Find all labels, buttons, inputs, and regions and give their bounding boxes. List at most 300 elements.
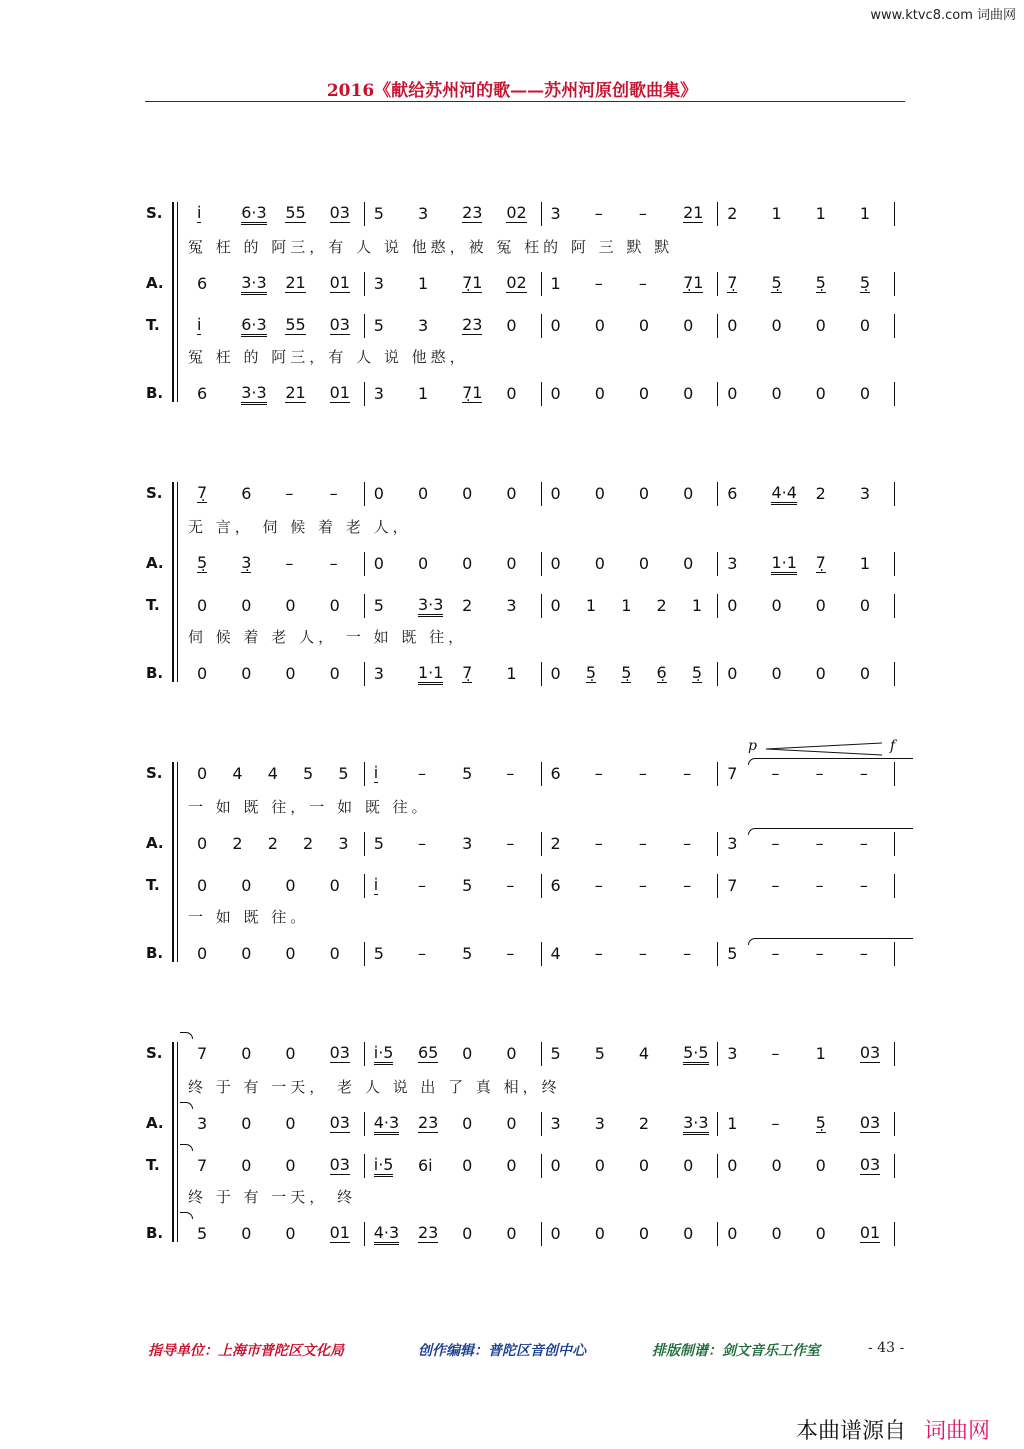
bar-line xyxy=(541,762,542,786)
bar-line xyxy=(894,1222,895,1246)
note-token: 0 xyxy=(727,1224,738,1243)
note-token: 03 xyxy=(329,315,350,334)
bar-line xyxy=(541,202,542,226)
note-token: 5 xyxy=(550,1044,561,1063)
note-token: – xyxy=(771,1114,780,1133)
note-token: 6̣ xyxy=(656,663,667,682)
note-token: 4 xyxy=(638,1044,650,1063)
note-token: 1 xyxy=(417,384,429,403)
note-token: 01 xyxy=(329,383,350,402)
note-token: 0 xyxy=(815,1156,826,1175)
dynamic-piano: p xyxy=(748,738,757,754)
note-token: 5̣ xyxy=(771,273,782,292)
voice-label: A. xyxy=(146,274,164,292)
note-token: 0 xyxy=(506,1114,517,1133)
note-token: 5 xyxy=(594,1044,605,1063)
lyric-row xyxy=(140,512,920,542)
lyric-text: 伺 候 着 老 人， 一 如 既 往， xyxy=(188,628,468,646)
note-token: 5̣ xyxy=(621,663,632,682)
note-token: 0 xyxy=(815,384,826,403)
note-token: 0 xyxy=(638,384,650,403)
note-token: 3 xyxy=(417,316,429,335)
note-token: – xyxy=(683,944,692,963)
crescendo-hairpin xyxy=(764,742,884,756)
note-token: 7 xyxy=(727,764,738,783)
voice-row xyxy=(140,380,920,410)
note-token: 0 xyxy=(197,764,208,783)
note-token: – xyxy=(638,764,647,783)
note-token: 0 xyxy=(550,596,561,615)
bar-line xyxy=(541,382,542,406)
note-token: – xyxy=(683,764,692,783)
voice-label: T. xyxy=(146,876,160,894)
footer-compose: 创作编辑：普陀区音创中心 xyxy=(418,1343,586,1359)
bar-line xyxy=(717,202,718,226)
note-token: 5 xyxy=(373,316,384,335)
note-token: – xyxy=(859,876,868,895)
note-token: – xyxy=(638,944,647,963)
note-token: – xyxy=(859,764,868,783)
note-token: 5 xyxy=(303,764,314,783)
note-token: 0 xyxy=(329,944,340,963)
voice-label: T. xyxy=(146,316,160,334)
bar-line xyxy=(541,272,542,296)
bar-line xyxy=(541,482,542,506)
note-token: 0 xyxy=(550,316,561,335)
bar-line xyxy=(364,942,365,966)
note-token: 0 xyxy=(683,316,694,335)
note-token: 5̣ xyxy=(815,273,826,292)
note-token: 0 xyxy=(506,316,517,335)
note-token: 5̣ xyxy=(585,663,597,682)
note-token: 5̣ xyxy=(197,553,208,572)
note-token: 02 xyxy=(506,203,527,222)
note-token: 03 xyxy=(859,1043,881,1062)
note-token: 0 xyxy=(594,554,605,573)
note-token: 4·3 xyxy=(374,1114,399,1135)
note-token: 0 xyxy=(329,876,340,895)
lyric-row xyxy=(140,232,920,262)
note-token: 0 xyxy=(859,596,870,615)
note-token: – xyxy=(594,764,603,783)
note-token: 0 xyxy=(550,1224,561,1243)
note-token: – xyxy=(771,1044,780,1063)
note-token: 65 xyxy=(417,1043,439,1062)
voice-row xyxy=(140,480,920,510)
voice-label: S. xyxy=(146,484,163,502)
note-token: 0 xyxy=(550,484,561,503)
note-token: 7̣ xyxy=(197,483,208,502)
note-token: 5 xyxy=(373,944,384,963)
bar-line xyxy=(717,874,718,898)
tie-arc xyxy=(748,828,913,835)
bar-line xyxy=(364,314,365,338)
bar-line xyxy=(541,1112,542,1136)
note-token: 0 xyxy=(771,596,782,615)
note-token: 4·3 xyxy=(374,1224,399,1245)
note-token: 5·5 xyxy=(683,1044,708,1065)
voice-label: B. xyxy=(146,944,164,962)
bottom-watermark xyxy=(796,1414,990,1445)
voice-label: A. xyxy=(146,1114,164,1132)
bar-line xyxy=(541,552,542,576)
note-token: 0 xyxy=(462,1114,473,1133)
note-token: 7̣ xyxy=(815,553,826,572)
bar-line xyxy=(717,272,718,296)
note-token: 1 xyxy=(417,274,429,293)
note-token: 7̣1 xyxy=(462,383,483,402)
note-token: – xyxy=(417,944,426,963)
note-token: 0 xyxy=(594,316,605,335)
note-token: – xyxy=(638,274,647,293)
note-token: 3 xyxy=(859,484,870,503)
note-token: 2 xyxy=(727,204,738,223)
bar-line xyxy=(894,832,895,856)
bar-line xyxy=(541,874,542,898)
voice-row xyxy=(140,270,920,300)
note-token: 5 xyxy=(727,944,738,963)
note-token: 3·3 xyxy=(418,596,443,617)
note-token: – xyxy=(594,944,603,963)
note-token: 5 xyxy=(338,764,349,783)
note-token: 0 xyxy=(859,664,870,683)
lyric-text: 冤 枉 的 阿三，有 人 说 他憨，被 冤 枉的 阿 三 默 默 xyxy=(188,238,674,256)
note-token: 0 xyxy=(727,316,738,335)
bar-line xyxy=(717,832,718,856)
note-token: – xyxy=(285,484,294,503)
note-token: 0 xyxy=(285,664,296,683)
bar-line xyxy=(717,594,718,618)
note-token: 1 xyxy=(859,554,870,573)
note-token: 0 xyxy=(197,944,208,963)
bar-line xyxy=(894,272,895,296)
note-token: 6 xyxy=(550,876,561,895)
note-token: 55 xyxy=(285,203,306,222)
note-token: i̇ xyxy=(197,203,202,222)
note-token: 0 xyxy=(285,876,296,895)
note-token: 21 xyxy=(285,383,306,402)
note-token: 3 xyxy=(373,664,384,683)
note-token: 0 xyxy=(727,384,738,403)
note-token: 0 xyxy=(506,484,517,503)
note-token: 0 xyxy=(771,664,782,683)
note-token: 3 xyxy=(727,834,738,853)
note-token: 0 xyxy=(771,384,782,403)
note-token: 0 xyxy=(506,554,517,573)
note-token: 0 xyxy=(285,1224,296,1243)
bar-line xyxy=(717,762,718,786)
note-token: – xyxy=(329,554,338,573)
note-token: 03 xyxy=(859,1113,881,1132)
lyric-row xyxy=(140,622,920,652)
note-token: – xyxy=(815,764,824,783)
note-token: 6 xyxy=(727,484,738,503)
note-token: 3·3 xyxy=(683,1114,708,1135)
note-token: 0 xyxy=(638,484,650,503)
note-token: 6 xyxy=(197,274,208,293)
note-token: 0 xyxy=(285,1044,296,1063)
note-token: 03 xyxy=(329,1113,350,1132)
note-token: – xyxy=(285,554,294,573)
note-token: 5 xyxy=(462,944,473,963)
bar-line xyxy=(541,314,542,338)
note-token: – xyxy=(506,944,515,963)
note-token: – xyxy=(417,764,426,783)
note-token: 6·3 xyxy=(241,316,266,337)
bar-line xyxy=(894,202,895,226)
bar-line xyxy=(894,482,895,506)
voice-label: S. xyxy=(146,764,163,782)
note-token: 0 xyxy=(506,1224,517,1243)
lyric-row xyxy=(140,792,920,822)
voice-row xyxy=(140,1220,920,1250)
note-token: 5 xyxy=(462,876,473,895)
page-number: - 43 - xyxy=(868,1340,905,1356)
voice-row xyxy=(140,550,920,580)
bar-line xyxy=(364,382,365,406)
watermark-source-text: 本曲谱源自 xyxy=(796,1419,907,1444)
note-token: 4 xyxy=(267,764,278,783)
note-token: 1 xyxy=(621,596,632,615)
note-token: 03 xyxy=(329,1155,350,1174)
voice-row xyxy=(140,660,920,690)
bar-line xyxy=(364,202,365,226)
bar-line xyxy=(364,662,365,686)
note-token: 6·3 xyxy=(241,204,266,225)
note-token: 2 xyxy=(303,834,314,853)
note-token: 6 xyxy=(197,384,208,403)
note-token: 0 xyxy=(241,1114,252,1133)
bar-line xyxy=(717,1222,718,1246)
bar-line xyxy=(894,594,895,618)
note-token: 02 xyxy=(506,273,527,292)
bar-line xyxy=(717,552,718,576)
bar-line xyxy=(541,832,542,856)
note-token: 0 xyxy=(683,1156,694,1175)
note-token: 0 xyxy=(241,596,252,615)
note-token: 1 xyxy=(691,596,703,615)
voice-row xyxy=(140,1040,920,1070)
note-token: 5̣ xyxy=(815,1113,826,1132)
bar-line xyxy=(894,1112,895,1136)
note-token: – xyxy=(594,834,603,853)
note-token: 01 xyxy=(859,1223,881,1242)
note-token: 1 xyxy=(815,1044,826,1063)
note-token: 1·1 xyxy=(418,664,443,685)
note-token: 0 xyxy=(462,1224,473,1243)
dynamic-forte: f xyxy=(890,738,896,754)
note-token: 1·1 xyxy=(771,554,796,575)
voice-label: T. xyxy=(146,596,160,614)
note-token: 5 xyxy=(197,1224,208,1243)
note-token: 0 xyxy=(373,484,384,503)
note-token: – xyxy=(859,834,868,853)
note-token: 0 xyxy=(594,384,605,403)
note-token: 6 xyxy=(550,764,561,783)
note-token: 7 xyxy=(727,876,738,895)
lyric-text: 冤 枉 的 阿三，有 人 说 他憨， xyxy=(188,348,469,366)
note-token: 23 xyxy=(417,1223,439,1242)
bar-line xyxy=(364,1154,365,1178)
note-token: 3 xyxy=(506,596,517,615)
note-token: 3 xyxy=(727,554,738,573)
note-token: 4 xyxy=(232,764,243,783)
note-token: 0 xyxy=(417,484,429,503)
note-token: – xyxy=(683,834,692,853)
note-token: 0 xyxy=(815,1224,826,1243)
bar-line xyxy=(894,314,895,338)
note-token: 0 xyxy=(241,1224,252,1243)
bar-line xyxy=(541,942,542,966)
note-token: 0 xyxy=(638,316,650,335)
note-token: 0 xyxy=(771,316,782,335)
note-token: 2 xyxy=(815,484,826,503)
note-token: 03 xyxy=(329,1043,350,1062)
note-token: i̇·5 xyxy=(374,1156,394,1177)
note-token: – xyxy=(771,764,780,783)
bar-line xyxy=(717,314,718,338)
bar-line xyxy=(541,662,542,686)
bar-line xyxy=(541,594,542,618)
bar-line xyxy=(894,874,895,898)
voice-row xyxy=(140,592,920,622)
voice-label: B. xyxy=(146,384,164,402)
note-token: – xyxy=(506,876,515,895)
note-token: 3 xyxy=(550,1114,561,1133)
lyric-row xyxy=(140,342,920,372)
lyric-text: 终 于 有 一天， 终 xyxy=(188,1188,357,1206)
note-token: 2 xyxy=(550,834,561,853)
note-token: 0 xyxy=(285,596,296,615)
bar-line xyxy=(364,1222,365,1246)
note-token: – xyxy=(815,944,824,963)
note-token: 21 xyxy=(285,273,306,292)
note-token: 7̣1 xyxy=(683,273,704,292)
voice-row xyxy=(140,312,920,342)
note-token: 2 xyxy=(638,1114,650,1133)
note-token: 55 xyxy=(285,315,306,334)
note-token: 5 xyxy=(373,596,384,615)
note-token: 0 xyxy=(373,554,384,573)
note-token: 1 xyxy=(550,274,561,293)
note-token: 5 xyxy=(373,834,384,853)
note-token: 23 xyxy=(417,1113,439,1132)
note-token: 1 xyxy=(727,1114,738,1133)
note-token: 0 xyxy=(241,876,252,895)
note-token: 4 xyxy=(550,944,561,963)
bar-line xyxy=(717,1042,718,1066)
note-token: 2 xyxy=(232,834,243,853)
note-token: 3 xyxy=(373,274,384,293)
footer-guide: 指导单位：上海市普陀区文化局 xyxy=(148,1343,344,1359)
bar-line xyxy=(541,1222,542,1246)
note-token: 3 xyxy=(462,834,473,853)
note-token: 0 xyxy=(771,1156,782,1175)
note-token: 7 xyxy=(197,1156,208,1175)
tie-continuation xyxy=(180,1144,193,1151)
note-token: 0 xyxy=(638,1224,650,1243)
lyric-text: 无 言， 伺 候 着 老 人， xyxy=(188,518,412,536)
note-token: – xyxy=(638,204,647,223)
note-token: 0 xyxy=(683,554,694,573)
note-token: 3 xyxy=(197,1114,208,1133)
note-token: 0 xyxy=(197,664,208,683)
note-token: 0 xyxy=(727,596,738,615)
note-token: 0 xyxy=(197,596,208,615)
note-token: 0 xyxy=(638,554,650,573)
tie-continuation xyxy=(180,1102,193,1109)
note-token: – xyxy=(771,876,780,895)
note-token: 03 xyxy=(859,1155,881,1174)
tie-arc xyxy=(748,758,913,765)
note-token: 0 xyxy=(727,664,738,683)
note-token: 0 xyxy=(241,1044,252,1063)
note-token: i̇·5 xyxy=(374,1044,394,1065)
note-token: 01 xyxy=(329,273,350,292)
bar-line xyxy=(717,662,718,686)
note-token: 0 xyxy=(727,1156,738,1175)
note-token: 3 xyxy=(373,384,384,403)
voice-row xyxy=(140,872,920,902)
note-token: 4·4 xyxy=(771,484,796,505)
voice-label: S. xyxy=(146,1044,163,1062)
voice-label: T. xyxy=(146,1156,160,1174)
note-token: 0 xyxy=(771,1224,782,1243)
voice-label: B. xyxy=(146,1224,164,1242)
bar-line xyxy=(894,1042,895,1066)
bar-line xyxy=(364,762,365,786)
note-token: 0 xyxy=(417,554,429,573)
note-token: 0 xyxy=(506,384,517,403)
note-token: 0 xyxy=(285,944,296,963)
note-token: 1 xyxy=(815,204,826,223)
note-token: 3 xyxy=(338,834,349,853)
bar-line xyxy=(717,1112,718,1136)
bar-line xyxy=(894,1154,895,1178)
bar-line xyxy=(364,1042,365,1066)
lyric-text: 终 于 有 一天， 老 人 说 出 了 真 相，终 xyxy=(188,1078,561,1096)
note-token: 0 xyxy=(241,944,252,963)
voice-label: A. xyxy=(146,834,164,852)
note-token: 0 xyxy=(594,1156,605,1175)
note-token: 0 xyxy=(285,1156,296,1175)
note-token: – xyxy=(771,944,780,963)
bar-line xyxy=(717,382,718,406)
bar-line xyxy=(894,942,895,966)
bar-line xyxy=(894,762,895,786)
note-token: 5̣ xyxy=(691,663,703,682)
bar-line xyxy=(364,552,365,576)
note-token: 0 xyxy=(815,664,826,683)
note-token: – xyxy=(329,484,338,503)
note-token: – xyxy=(683,876,692,895)
note-token: 0 xyxy=(815,316,826,335)
note-token: 0 xyxy=(462,484,473,503)
note-token: i̇ xyxy=(373,875,379,894)
note-token: 5̣ xyxy=(859,273,870,292)
voice-row xyxy=(140,1152,920,1182)
bar-line xyxy=(364,272,365,296)
note-token: i̇ xyxy=(197,315,202,334)
note-token: – xyxy=(417,876,426,895)
note-token: – xyxy=(506,764,515,783)
bar-line xyxy=(364,874,365,898)
note-token: 0 xyxy=(329,596,340,615)
lyric-text: 一 如 既 往，一 如 既 往。 xyxy=(188,798,431,816)
note-token: 5 xyxy=(373,204,384,223)
voice-row xyxy=(140,1110,920,1140)
note-token: – xyxy=(506,834,515,853)
